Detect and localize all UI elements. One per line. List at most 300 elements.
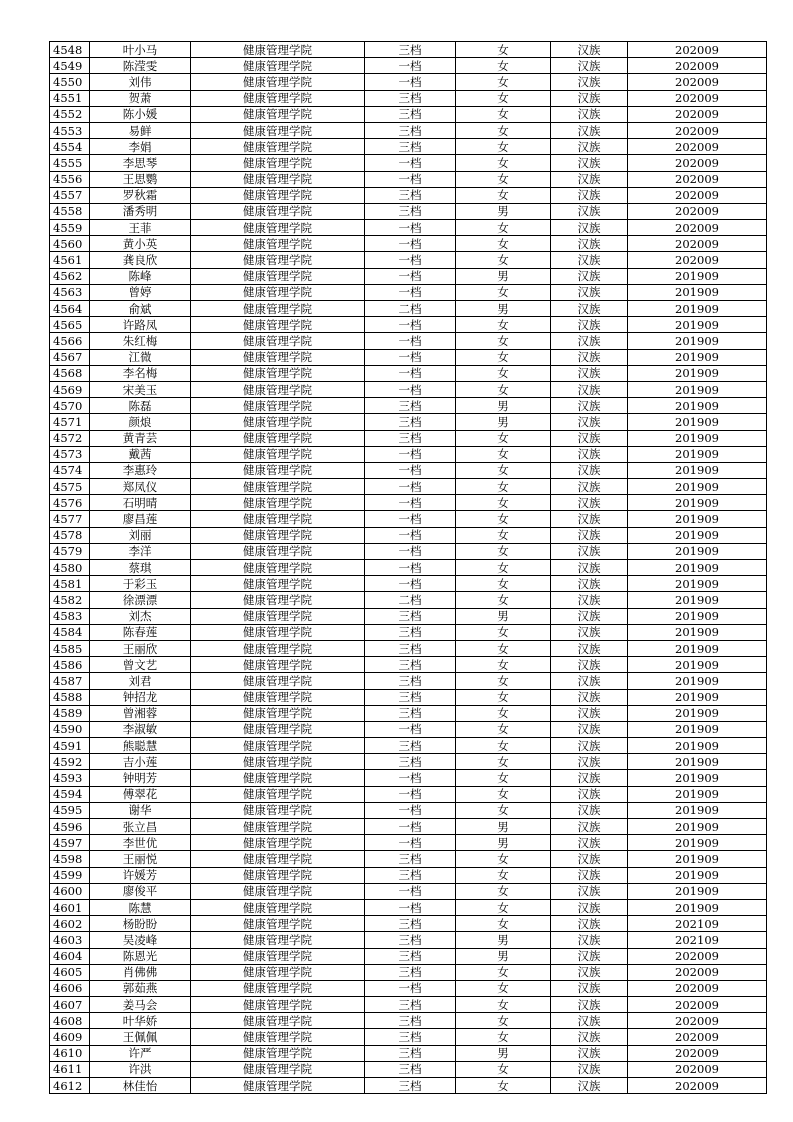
cell-term: 201909	[628, 721, 767, 737]
cell-id: 4576	[50, 495, 90, 511]
cell-id: 4575	[50, 479, 90, 495]
cell-tier: 三档	[365, 608, 456, 624]
cell-ethnicity: 汉族	[551, 414, 628, 430]
cell-ethnicity: 汉族	[551, 155, 628, 171]
cell-gender: 女	[456, 446, 551, 462]
cell-tier: 一档	[365, 835, 456, 851]
cell-name: 张立昌	[90, 819, 191, 835]
cell-name: 王丽欣	[90, 640, 191, 656]
cell-college: 健康管理学院	[191, 543, 365, 559]
cell-ethnicity: 汉族	[551, 640, 628, 656]
cell-name: 曾文艺	[90, 657, 191, 673]
cell-term: 202009	[628, 58, 767, 74]
cell-gender: 女	[456, 738, 551, 754]
cell-term: 201909	[628, 705, 767, 721]
cell-name: 李娟	[90, 139, 191, 155]
cell-id: 4562	[50, 268, 90, 284]
cell-ethnicity: 汉族	[551, 576, 628, 592]
cell-college: 健康管理学院	[191, 867, 365, 883]
cell-gender: 女	[456, 381, 551, 397]
cell-ethnicity: 汉族	[551, 916, 628, 932]
cell-college: 健康管理学院	[191, 252, 365, 268]
cell-tier: 三档	[365, 705, 456, 721]
cell-tier: 二档	[365, 301, 456, 317]
cell-name: 廖昌莲	[90, 511, 191, 527]
cell-ethnicity: 汉族	[551, 58, 628, 74]
cell-term: 201909	[628, 543, 767, 559]
cell-name: 徐漂漂	[90, 592, 191, 608]
cell-id: 4595	[50, 802, 90, 818]
cell-id: 4586	[50, 657, 90, 673]
cell-id: 4585	[50, 640, 90, 656]
cell-tier: 一档	[365, 883, 456, 899]
cell-tier: 一档	[365, 511, 456, 527]
cell-college: 健康管理学院	[191, 560, 365, 576]
cell-id: 4591	[50, 738, 90, 754]
cell-tier: 三档	[365, 932, 456, 948]
table-row	[50, 430, 767, 446]
table-row	[50, 657, 767, 673]
cell-id: 4592	[50, 754, 90, 770]
cell-name: 陈磊	[90, 398, 191, 414]
cell-id: 4610	[50, 1045, 90, 1061]
cell-tier: 一档	[365, 171, 456, 187]
cell-tier: 三档	[365, 203, 456, 219]
cell-ethnicity: 汉族	[551, 932, 628, 948]
cell-name: 曾湘蓉	[90, 705, 191, 721]
table-row	[50, 220, 767, 236]
cell-college: 健康管理学院	[191, 106, 365, 122]
cell-term: 202009	[628, 1045, 767, 1061]
cell-id: 4584	[50, 624, 90, 640]
cell-college: 健康管理学院	[191, 74, 365, 90]
cell-tier: 一档	[365, 980, 456, 996]
cell-college: 健康管理学院	[191, 155, 365, 171]
cell-id: 4603	[50, 932, 90, 948]
cell-ethnicity: 汉族	[551, 333, 628, 349]
cell-tier: 一档	[365, 333, 456, 349]
cell-term: 201909	[628, 495, 767, 511]
cell-ethnicity: 汉族	[551, 1013, 628, 1029]
cell-tier: 三档	[365, 187, 456, 203]
cell-term: 202009	[628, 187, 767, 203]
cell-tier: 二档	[365, 592, 456, 608]
cell-id: 4597	[50, 835, 90, 851]
cell-college: 健康管理学院	[191, 576, 365, 592]
cell-term: 201909	[628, 462, 767, 478]
cell-name: 李惠玲	[90, 462, 191, 478]
cell-college: 健康管理学院	[191, 365, 365, 381]
cell-term: 202009	[628, 1029, 767, 1045]
cell-gender: 女	[456, 980, 551, 996]
cell-term: 202009	[628, 1078, 767, 1094]
table-row	[50, 997, 767, 1013]
cell-id: 4549	[50, 58, 90, 74]
cell-id: 4561	[50, 252, 90, 268]
cell-name: 刘君	[90, 673, 191, 689]
cell-id: 4568	[50, 365, 90, 381]
cell-ethnicity: 汉族	[551, 479, 628, 495]
table-row	[50, 802, 767, 818]
cell-ethnicity: 汉族	[551, 284, 628, 300]
cell-id: 4574	[50, 462, 90, 478]
cell-ethnicity: 汉族	[551, 851, 628, 867]
cell-gender: 女	[456, 511, 551, 527]
cell-gender: 女	[456, 106, 551, 122]
cell-term: 201909	[628, 689, 767, 705]
table-row	[50, 916, 767, 932]
cell-gender: 女	[456, 1061, 551, 1077]
cell-college: 健康管理学院	[191, 770, 365, 786]
cell-college: 健康管理学院	[191, 122, 365, 138]
cell-gender: 男	[456, 301, 551, 317]
cell-ethnicity: 汉族	[551, 689, 628, 705]
cell-id: 4593	[50, 770, 90, 786]
cell-college: 健康管理学院	[191, 786, 365, 802]
table-row	[50, 786, 767, 802]
cell-college: 健康管理学院	[191, 430, 365, 446]
cell-name: 王菲	[90, 220, 191, 236]
cell-tier: 一档	[365, 349, 456, 365]
cell-id: 4553	[50, 122, 90, 138]
cell-term: 201909	[628, 835, 767, 851]
cell-ethnicity: 汉族	[551, 268, 628, 284]
cell-college: 健康管理学院	[191, 754, 365, 770]
cell-ethnicity: 汉族	[551, 252, 628, 268]
cell-id: 4570	[50, 398, 90, 414]
cell-term: 202009	[628, 90, 767, 106]
cell-id: 4598	[50, 851, 90, 867]
cell-gender: 女	[456, 90, 551, 106]
cell-gender: 女	[456, 462, 551, 478]
cell-college: 健康管理学院	[191, 1078, 365, 1094]
cell-id: 4589	[50, 705, 90, 721]
cell-tier: 三档	[365, 851, 456, 867]
cell-gender: 女	[456, 624, 551, 640]
cell-tier: 三档	[365, 754, 456, 770]
cell-id: 4605	[50, 964, 90, 980]
cell-name: 罗秋霜	[90, 187, 191, 203]
cell-name: 陈峰	[90, 268, 191, 284]
table-row	[50, 511, 767, 527]
cell-name: 陈春莲	[90, 624, 191, 640]
cell-tier: 一档	[365, 220, 456, 236]
cell-ethnicity: 汉族	[551, 738, 628, 754]
cell-tier: 三档	[365, 414, 456, 430]
cell-ethnicity: 汉族	[551, 980, 628, 996]
cell-ethnicity: 汉族	[551, 139, 628, 155]
cell-gender: 男	[456, 268, 551, 284]
cell-gender: 女	[456, 1078, 551, 1094]
cell-term: 201909	[628, 819, 767, 835]
cell-name: 郑凤仪	[90, 479, 191, 495]
cell-ethnicity: 汉族	[551, 381, 628, 397]
table-row	[50, 236, 767, 252]
cell-term: 201909	[628, 398, 767, 414]
cell-ethnicity: 汉族	[551, 592, 628, 608]
cell-gender: 女	[456, 187, 551, 203]
cell-term: 201909	[628, 592, 767, 608]
cell-tier: 三档	[365, 90, 456, 106]
cell-gender: 男	[456, 932, 551, 948]
cell-gender: 女	[456, 657, 551, 673]
cell-id: 4573	[50, 446, 90, 462]
table-row	[50, 592, 767, 608]
cell-tier: 三档	[365, 106, 456, 122]
cell-ethnicity: 汉族	[551, 187, 628, 203]
cell-term: 201909	[628, 899, 767, 915]
cell-college: 健康管理学院	[191, 139, 365, 155]
table-row	[50, 948, 767, 964]
cell-name: 李淑敏	[90, 721, 191, 737]
cell-term: 201909	[628, 802, 767, 818]
cell-name: 许洪	[90, 1061, 191, 1077]
cell-ethnicity: 汉族	[551, 220, 628, 236]
cell-term: 202009	[628, 106, 767, 122]
cell-gender: 女	[456, 1013, 551, 1029]
cell-college: 健康管理学院	[191, 349, 365, 365]
cell-gender: 男	[456, 819, 551, 835]
cell-tier: 三档	[365, 624, 456, 640]
cell-gender: 女	[456, 74, 551, 90]
cell-id: 4554	[50, 139, 90, 155]
cell-college: 健康管理学院	[191, 1061, 365, 1077]
cell-ethnicity: 汉族	[551, 560, 628, 576]
cell-term: 201909	[628, 883, 767, 899]
cell-ethnicity: 汉族	[551, 819, 628, 835]
table-row	[50, 495, 767, 511]
cell-term: 201909	[628, 657, 767, 673]
cell-name: 许路凤	[90, 317, 191, 333]
cell-gender: 女	[456, 640, 551, 656]
table-row	[50, 1045, 767, 1061]
cell-term: 201909	[628, 576, 767, 592]
cell-name: 贺萧	[90, 90, 191, 106]
cell-name: 易鲜	[90, 122, 191, 138]
cell-tier: 一档	[365, 819, 456, 835]
cell-name: 廖俊平	[90, 883, 191, 899]
cell-term: 201909	[628, 867, 767, 883]
cell-college: 健康管理学院	[191, 835, 365, 851]
cell-tier: 三档	[365, 122, 456, 138]
cell-gender: 女	[456, 802, 551, 818]
table-row	[50, 268, 767, 284]
cell-id: 4551	[50, 90, 90, 106]
table-row	[50, 414, 767, 430]
cell-id: 4566	[50, 333, 90, 349]
table-row	[50, 560, 767, 576]
cell-term: 201909	[628, 527, 767, 543]
cell-gender: 女	[456, 673, 551, 689]
cell-name: 黄青芸	[90, 430, 191, 446]
cell-gender: 女	[456, 236, 551, 252]
cell-tier: 一档	[365, 479, 456, 495]
cell-term: 201909	[628, 560, 767, 576]
cell-name: 颜烺	[90, 414, 191, 430]
cell-ethnicity: 汉族	[551, 705, 628, 721]
table-row	[50, 106, 767, 122]
cell-ethnicity: 汉族	[551, 171, 628, 187]
cell-term: 201909	[628, 414, 767, 430]
cell-gender: 女	[456, 576, 551, 592]
cell-college: 健康管理学院	[191, 608, 365, 624]
cell-tier: 三档	[365, 1013, 456, 1029]
table-row	[50, 187, 767, 203]
cell-name: 宋美玉	[90, 381, 191, 397]
cell-gender: 女	[456, 592, 551, 608]
cell-tier: 一档	[365, 284, 456, 300]
cell-term: 202009	[628, 964, 767, 980]
cell-id: 4565	[50, 317, 90, 333]
cell-college: 健康管理学院	[191, 203, 365, 219]
cell-ethnicity: 汉族	[551, 495, 628, 511]
cell-id: 4571	[50, 414, 90, 430]
cell-id: 4582	[50, 592, 90, 608]
cell-college: 健康管理学院	[191, 90, 365, 106]
cell-ethnicity: 汉族	[551, 1078, 628, 1094]
cell-gender: 男	[456, 608, 551, 624]
cell-gender: 女	[456, 916, 551, 932]
table-row	[50, 527, 767, 543]
cell-id: 4600	[50, 883, 90, 899]
table-row	[50, 1029, 767, 1045]
cell-college: 健康管理学院	[191, 381, 365, 397]
cell-name: 蔡琪	[90, 560, 191, 576]
cell-gender: 女	[456, 220, 551, 236]
cell-tier: 一档	[365, 317, 456, 333]
cell-gender: 男	[456, 948, 551, 964]
table-row	[50, 770, 767, 786]
cell-ethnicity: 汉族	[551, 721, 628, 737]
cell-college: 健康管理学院	[191, 689, 365, 705]
cell-tier: 一档	[365, 462, 456, 478]
cell-tier: 三档	[365, 657, 456, 673]
cell-gender: 女	[456, 284, 551, 300]
cell-tier: 三档	[365, 997, 456, 1013]
cell-id: 4601	[50, 899, 90, 915]
cell-name: 陈滢雯	[90, 58, 191, 74]
cell-gender: 女	[456, 754, 551, 770]
table-row	[50, 446, 767, 462]
cell-id: 4577	[50, 511, 90, 527]
cell-term: 202009	[628, 236, 767, 252]
cell-college: 健康管理学院	[191, 883, 365, 899]
cell-ethnicity: 汉族	[551, 106, 628, 122]
table-row	[50, 608, 767, 624]
cell-gender: 女	[456, 479, 551, 495]
cell-ethnicity: 汉族	[551, 74, 628, 90]
cell-tier: 一档	[365, 899, 456, 915]
table-row	[50, 479, 767, 495]
cell-ethnicity: 汉族	[551, 317, 628, 333]
cell-gender: 女	[456, 997, 551, 1013]
cell-id: 4557	[50, 187, 90, 203]
cell-term: 202009	[628, 42, 767, 58]
cell-tier: 三档	[365, 916, 456, 932]
cell-gender: 男	[456, 1045, 551, 1061]
cell-name: 王佩佩	[90, 1029, 191, 1045]
cell-term: 201909	[628, 770, 767, 786]
cell-id: 4563	[50, 284, 90, 300]
cell-name: 李世优	[90, 835, 191, 851]
cell-id: 4611	[50, 1061, 90, 1077]
table-row	[50, 640, 767, 656]
cell-gender: 女	[456, 155, 551, 171]
table-row	[50, 203, 767, 219]
cell-term: 202009	[628, 252, 767, 268]
cell-college: 健康管理学院	[191, 220, 365, 236]
cell-id: 4606	[50, 980, 90, 996]
cell-term: 202109	[628, 932, 767, 948]
cell-id: 4588	[50, 689, 90, 705]
cell-name: 钟招龙	[90, 689, 191, 705]
cell-name: 俞斌	[90, 301, 191, 317]
cell-name: 杨盼盼	[90, 916, 191, 932]
cell-name: 李思琴	[90, 155, 191, 171]
cell-tier: 一档	[365, 527, 456, 543]
table-row	[50, 721, 767, 737]
cell-gender: 女	[456, 333, 551, 349]
table-row	[50, 155, 767, 171]
cell-college: 健康管理学院	[191, 705, 365, 721]
table-row	[50, 333, 767, 349]
cell-ethnicity: 汉族	[551, 608, 628, 624]
cell-term: 201909	[628, 430, 767, 446]
table-row	[50, 90, 767, 106]
table-row	[50, 980, 767, 996]
cell-name: 王思鹦	[90, 171, 191, 187]
cell-ethnicity: 汉族	[551, 1045, 628, 1061]
cell-college: 健康管理学院	[191, 592, 365, 608]
cell-ethnicity: 汉族	[551, 835, 628, 851]
cell-gender: 女	[456, 899, 551, 915]
cell-gender: 女	[456, 721, 551, 737]
table-row	[50, 42, 767, 58]
cell-id: 4580	[50, 560, 90, 576]
cell-college: 健康管理学院	[191, 42, 365, 58]
cell-ethnicity: 汉族	[551, 462, 628, 478]
cell-gender: 女	[456, 851, 551, 867]
cell-college: 健康管理学院	[191, 1045, 365, 1061]
cell-college: 健康管理学院	[191, 964, 365, 980]
table-row	[50, 317, 767, 333]
cell-term: 201909	[628, 317, 767, 333]
cell-ethnicity: 汉族	[551, 657, 628, 673]
cell-id: 4559	[50, 220, 90, 236]
cell-name: 谢华	[90, 802, 191, 818]
cell-college: 健康管理学院	[191, 657, 365, 673]
cell-college: 健康管理学院	[191, 802, 365, 818]
cell-id: 4602	[50, 916, 90, 932]
cell-gender: 女	[456, 430, 551, 446]
cell-term: 202009	[628, 74, 767, 90]
table-row	[50, 624, 767, 640]
cell-tier: 三档	[365, 1078, 456, 1094]
table-row	[50, 835, 767, 851]
cell-term: 202009	[628, 997, 767, 1013]
table-row	[50, 462, 767, 478]
cell-ethnicity: 汉族	[551, 883, 628, 899]
cell-id: 4608	[50, 1013, 90, 1029]
cell-tier: 一档	[365, 543, 456, 559]
cell-name: 刘杰	[90, 608, 191, 624]
cell-name: 于彩玉	[90, 576, 191, 592]
cell-id: 4567	[50, 349, 90, 365]
cell-gender: 女	[456, 527, 551, 543]
cell-tier: 一档	[365, 786, 456, 802]
cell-gender: 女	[456, 770, 551, 786]
cell-gender: 女	[456, 349, 551, 365]
